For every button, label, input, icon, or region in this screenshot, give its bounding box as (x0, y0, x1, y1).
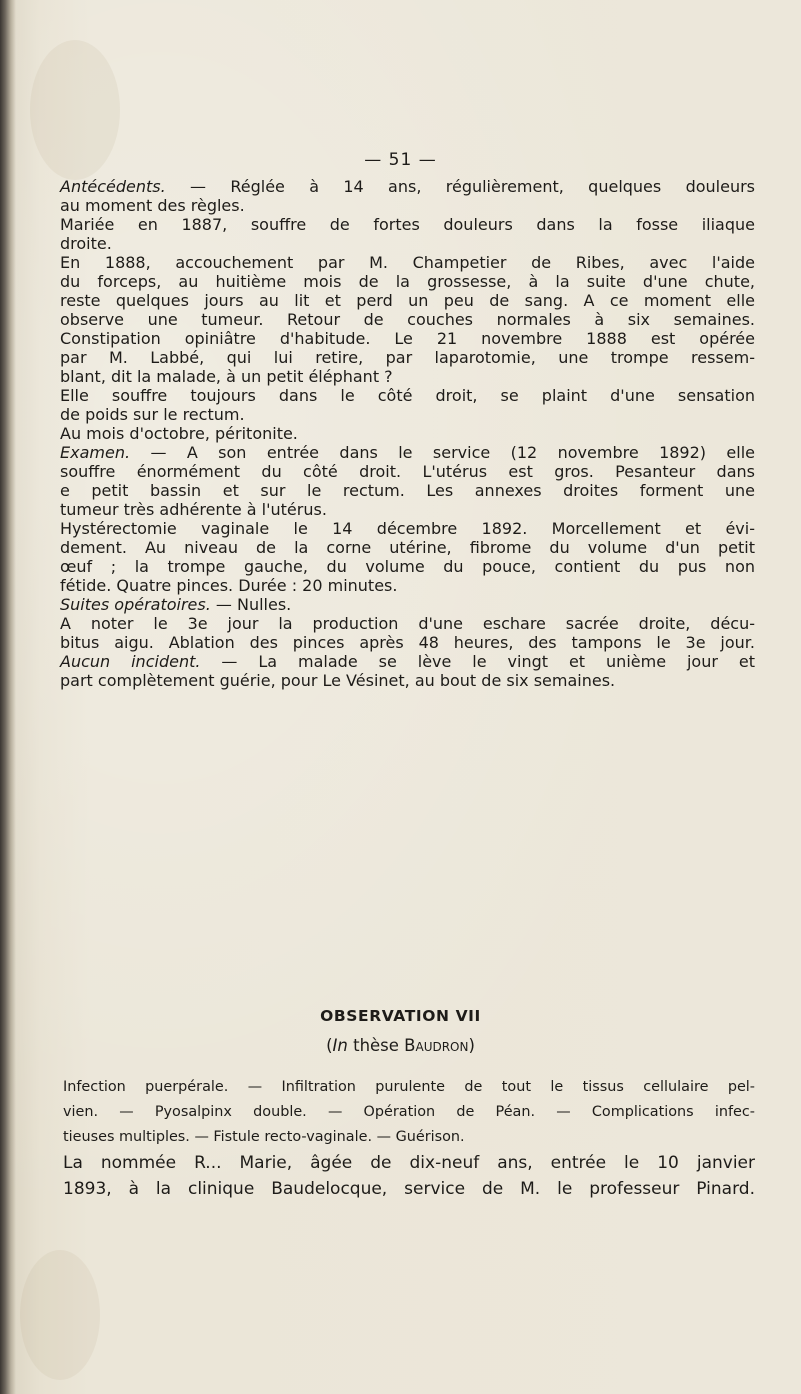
paragraph-antecedents (60, 177, 755, 215)
section-label-antecedents: Antécédents. (60, 177, 166, 196)
text-line: Antécédents. — Réglée à 14 ans, régulièrement, quelques douleurs (60, 177, 755, 196)
text-line: œuf ; la trompe gauche, du volume du pouce, contient du pus non (60, 557, 755, 576)
text-line: par M. Labbé, qui lui retire, par laparotomie, une trompe ressem- (60, 348, 755, 367)
paragraph-aucun-incident (60, 652, 755, 690)
observation-heading: OBSERVATION VII (320, 1007, 481, 1025)
text-line: La nommée R... Marie, âgée de dix-neuf ans, entrée le 10 janvier (63, 1153, 755, 1173)
paragraph-hysterectomie (60, 519, 755, 595)
text-line: Hystérectomie vaginale le 14 décembre 1892. Morcellement et évi- (60, 519, 755, 538)
text-line: Constipation opiniâtre d'habitude. Le 21 novembre 1888 est opérée (60, 329, 755, 348)
text-line: A noter le 3e jour la production d'une eschare sacrée droite, décu- (60, 614, 755, 633)
observation-source: (In thèse Baudron) (326, 1036, 475, 1055)
text-line: Suites opératoires. — Nulles. (60, 595, 292, 614)
paragraph-suites (60, 595, 755, 614)
text-line: Examen. — A son entrée dans le service (12 novembre 1892) elle (60, 443, 755, 462)
paragraph-au-mois (60, 424, 755, 443)
closing-paragraph (63, 1150, 755, 1202)
observation-summary (63, 1075, 755, 1150)
text-line: droite. (60, 234, 112, 253)
paragraph-mariee (60, 215, 755, 253)
text-line: observe une tumeur. Retour de couches normales à six semaines. (60, 310, 755, 329)
page-binding-edge (0, 0, 16, 1394)
text-line: du forceps, au huitième mois de la grossesse, à la suite d'une chute, (60, 272, 755, 291)
text-line: bitus aigu. Ablation des pinces après 48 heures, des tampons le 3e jour. (60, 633, 755, 652)
section-label-examen: Examen. (60, 443, 131, 462)
paragraph-examen (60, 443, 755, 519)
text-line: Elle souffre toujours dans le côté droit, se plaint d'une sensation (60, 386, 755, 405)
text-line: blant, dit la malade, à un petit éléphant ? (60, 367, 393, 386)
text-line: tumeur très adhérente à l'utérus. (60, 500, 327, 519)
text-line: reste quelques jours au lit et perd un peu de sang. A ce moment elle (60, 291, 755, 310)
text-line: Au mois d'octobre, péritonite. (60, 424, 298, 443)
text-line: En 1888, accouchement par M. Champetier de Ribes, avec l'aide (60, 253, 755, 272)
section-label-aucun-incident: Aucun incident. (60, 652, 201, 671)
text-line: de poids sur le rectum. (60, 405, 245, 424)
text-line: dement. Au niveau de la corne utérine, fibrome du volume d'un petit (60, 538, 755, 557)
main-text (50, 177, 755, 690)
text-line: part complètement guérie, pour Le Vésinet, au bout de six semaines. (60, 671, 616, 690)
text-line: tieuses multiples. — Fistule recto-vaginale. — Guérison. (63, 1129, 465, 1145)
text-line: e petit bassin et sur le rectum. Les annexes droites forment une (60, 481, 755, 500)
text-line: 1893, à la clinique Baudelocque, service de M. le professeur Pinard. (63, 1179, 755, 1199)
paragraph-en-1888 (60, 253, 755, 386)
text-line: Infection puerpérale. — Infiltration purulente de tout le tissus cellulaire pel- (63, 1079, 755, 1095)
page-number: — 51 — (364, 150, 437, 170)
text-line: fétide. Quatre pinces. Durée : 20 minutes. (60, 576, 398, 595)
text-line: souffre énormément du côté droit. L'utérus est gros. Pesanteur dans (60, 462, 755, 481)
text-line: vien. — Pyosalpinx double. — Opération de Péan. — Complications infec- (63, 1104, 755, 1120)
paragraph-a-noter (60, 614, 755, 652)
text-line: Aucun incident. — La malade se lève le vingt et unième jour et (60, 652, 755, 671)
text-line: Mariée en 1887, souffre de fortes douleurs dans la fosse iliaque (60, 215, 755, 234)
paper-stain (20, 1250, 100, 1380)
section-label-suites: Suites opératoires. (60, 595, 211, 614)
text-line: au moment des règles. (60, 196, 245, 215)
paragraph-elle-souffre (60, 386, 755, 424)
